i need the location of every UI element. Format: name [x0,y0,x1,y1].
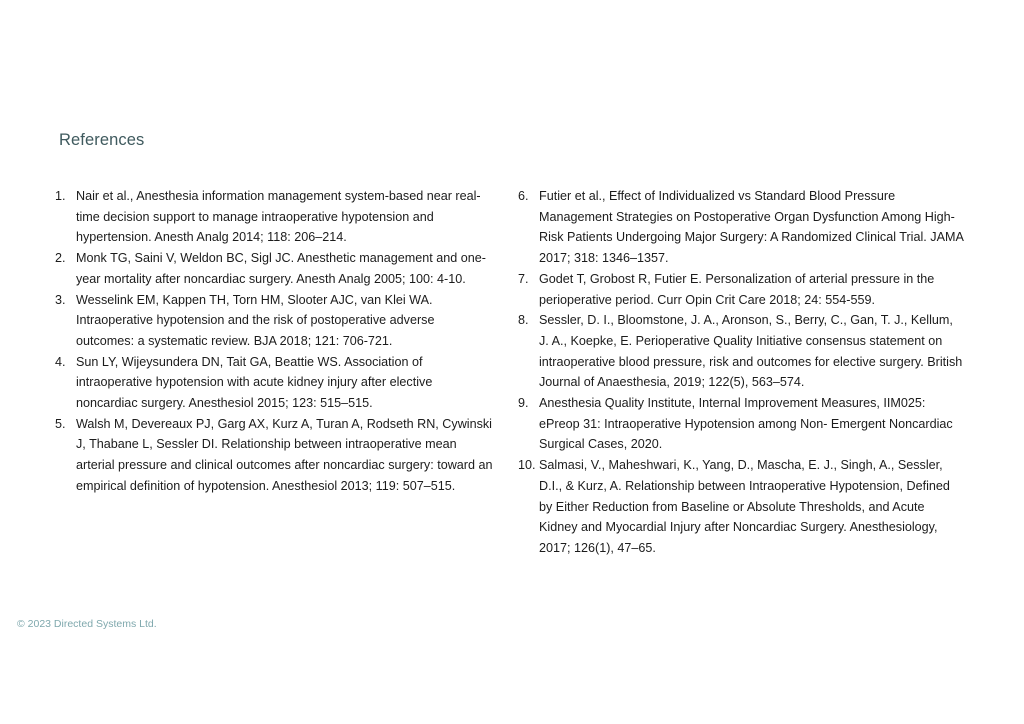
reference-text: Godet T, Grobost R, Futier E. Personalization of arterial pressure in the perioperative period. Curr Opin Crit Care 2018; 24: 554-559. [539,271,935,307]
reference-text: Nair et al., Anesthesia information management system-based near real-time decision support to manage intraoperative hypotension and hypertension. Anesth Analg 2014; 118: 206–214. [76,189,481,245]
reference-number: 5. [55,416,66,431]
reference-text: Wesselink EM, Kappen TH, Torn HM, Slooter AJC, van Klei WA. Intraoperative hypotension and the risk of postoperative adverse outcomes: a systematic review. BJA 2018; 121: 706-721. [76,292,435,348]
references-left-column [55,186,495,497]
reference-number: 1. [55,189,66,203]
reference-number: 6. [518,189,529,203]
reference-item [55,414,495,497]
copyright-footer: © 2023 Directed Systems Ltd. [17,618,157,630]
reference-text: Futier et al., Effect of Individualized vs Standard Blood Pressure Management Strategies on Postoperative Organ Dysfunction Among High-Risk Patients Undergoing Major Surgery: A Randomized Clinical Trial. JAMA 2017; 318: 1346–1357. [539,189,964,266]
reference-number: 9. [518,396,529,411]
reference-text: Sessler, D. I., Bloomstone, J. A., Aronson, S., Berry, C., Gan, T. J., Kellum, J. A., Koepke, E. Perioperative Quality Initiative consensus statement on intraoperative blood pressure, risk and outcomes for elective surgery. British Journal of Anaesthesia, 2019; 122(5), 563–574. [539,313,963,390]
reference-number: 7. [518,271,529,286]
reference-item [518,310,964,393]
reference-item [518,269,964,310]
reference-item [55,248,495,289]
reference-text: Anesthesia Quality Institute, Internal Improvement Measures, IIM025: ePreop 31: Intraoperative Hypotension among Non- Emergent Noncardiac Surgical Cases, 2020. [539,396,953,452]
reference-number: 10. [518,458,536,473]
reference-item [518,455,964,559]
page-heading: References [59,131,145,149]
reference-number: 2. [55,251,66,266]
reference-number: 3. [55,292,66,307]
reference-item [55,290,495,352]
reference-number: 4. [55,354,66,369]
reference-number: 8. [518,313,529,328]
reference-text: Monk TG, Saini V, Weldon BC, Sigl JC. Anesthetic management and one-year mortality after noncardiac surgery. Anesth Analg 2005; 100: 4-10. [76,251,486,286]
reference-text: Walsh M, Devereaux PJ, Garg AX, Kurz A, Turan A, Rodseth RN, Cywinski J, Thabane L, Sessler DI. Relationship between intraoperative mean arterial pressure and clinical outcomes after noncardiac surgery: toward an empirical definition of hypotension. Anesthesiol 2013; 119: 507–515. [76,416,493,493]
references-right-column [518,186,964,559]
reference-item [55,352,495,414]
reference-text: Sun LY, Wijeysundera DN, Tait GA, Beattie WS. Association of intraoperative hypotension with acute kidney injury after elective noncardiac surgery. Anesthesiol 2015; 123: 515–515. [76,354,433,411]
reference-item [518,186,964,269]
reference-item [55,186,495,248]
reference-item [518,393,964,455]
reference-text: Salmasi, V., Maheshwari, K., Yang, D., Mascha, E. J., Singh, A., Sessler, D.I., & Kurz, A. Relationship between Intraoperative Hypotension, Defined by Either Reduction from Baseline or Absolute Thresholds, and Acute Kidney and Myocardial Injury after Noncardiac Surgery. Anesthesiology, 2017; 126(1), 47–65. [539,458,950,555]
